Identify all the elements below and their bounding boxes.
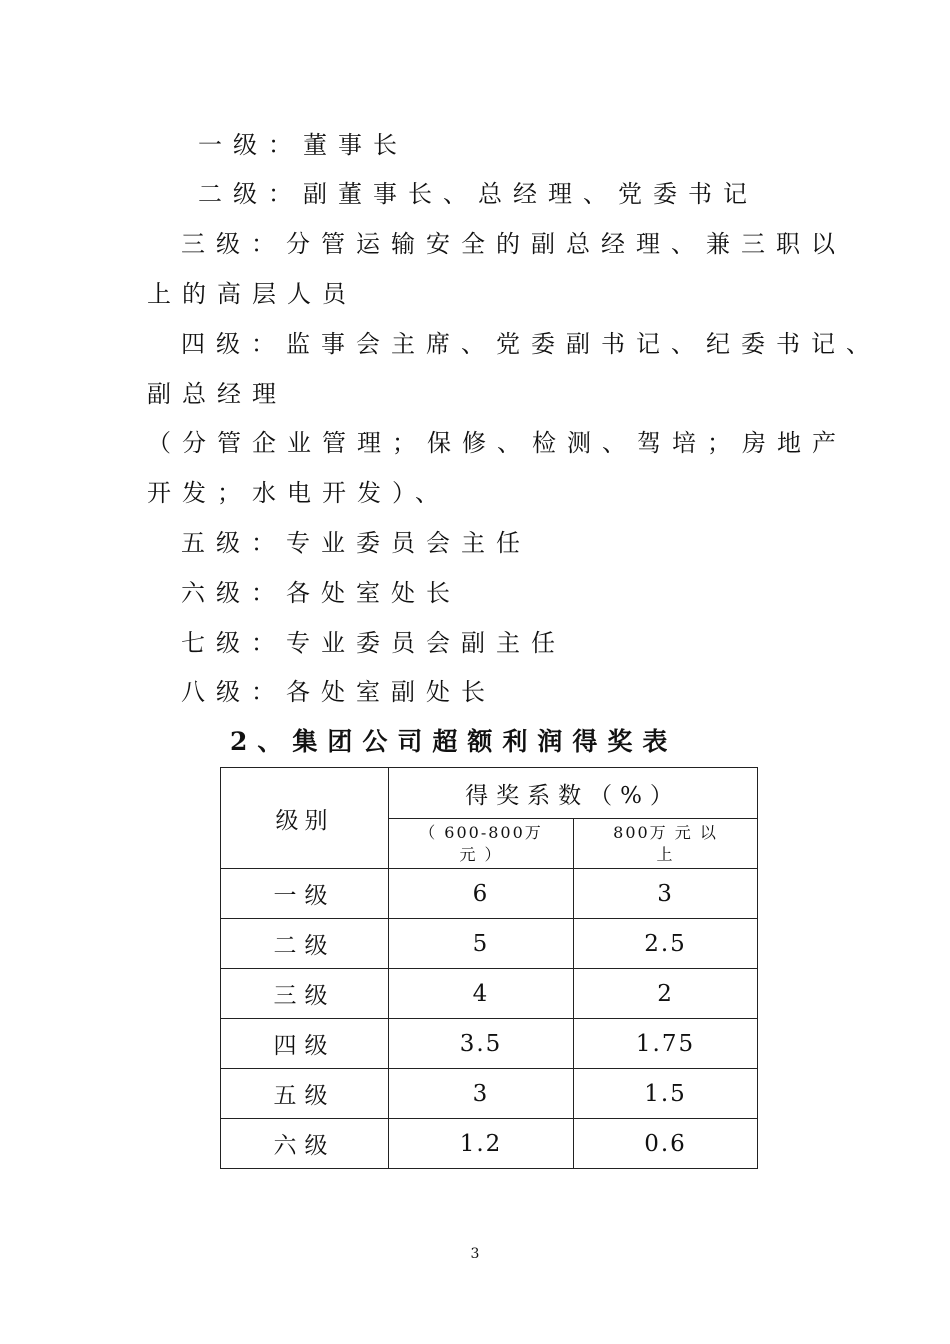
body-line: 一级：董事长 xyxy=(198,131,408,159)
body-line: 二级：副董事长、总经理、党委书记 xyxy=(198,180,758,208)
grade-cell: 六级 xyxy=(221,1119,389,1169)
body-line: 上的高层人员 xyxy=(147,280,357,308)
table-row xyxy=(221,1119,758,1169)
body-line: 六级：各处室处长 xyxy=(181,579,461,607)
column-header-800-plus: 800万 元 以 上 xyxy=(574,819,758,869)
grade-cell: 二级 xyxy=(221,919,389,969)
value-cell: 2.5 xyxy=(574,919,758,969)
column-header-600-800: （ 600-800万 元 ） xyxy=(389,819,574,869)
value-cell: 3.5 xyxy=(389,1019,574,1069)
table-row xyxy=(221,1019,758,1069)
body-line: 七级：专业委员会副主任 xyxy=(181,629,566,657)
body-line: 副总经理 xyxy=(147,380,287,408)
table-row xyxy=(221,869,758,919)
grade-cell: 三级 xyxy=(221,969,389,1019)
coefficient-header: 得奖系数（%） xyxy=(389,768,758,819)
body-line: 三级：分管运输安全的副总经理、兼三职以 xyxy=(181,230,846,258)
body-line: 四级：监事会主席、党委副书记、纪委书记、 xyxy=(181,330,881,358)
table-row xyxy=(221,1069,758,1119)
value-cell: 4 xyxy=(389,969,574,1019)
value-cell: 1.2 xyxy=(389,1119,574,1169)
award-table xyxy=(220,767,758,1169)
body-line: 开发；水电开发）、 xyxy=(147,479,450,507)
body-line: 八级：各处室副处长 xyxy=(181,678,496,706)
value-cell: 6 xyxy=(389,869,574,919)
value-cell: 5 xyxy=(389,919,574,969)
value-cell: 3 xyxy=(574,869,758,919)
page-number: 3 xyxy=(470,1246,480,1262)
table-title: 2、集团公司超额利润得奖表 xyxy=(230,727,678,756)
grade-header: 级别 xyxy=(221,768,389,869)
value-cell: 2 xyxy=(574,969,758,1019)
value-cell: 1.5 xyxy=(574,1069,758,1119)
value-cell: 3 xyxy=(389,1069,574,1119)
grade-cell: 一级 xyxy=(221,869,389,919)
body-line: 五级：专业委员会主任 xyxy=(181,529,531,557)
value-cell: 0.6 xyxy=(574,1119,758,1169)
body-line: （分管企业管理；保修、检测、驾培；房地产 xyxy=(147,429,847,457)
grade-cell: 四级 xyxy=(221,1019,389,1069)
value-cell: 1.75 xyxy=(574,1019,758,1069)
table-row xyxy=(221,969,758,1019)
grade-cell: 五级 xyxy=(221,1069,389,1119)
table-row xyxy=(221,919,758,969)
